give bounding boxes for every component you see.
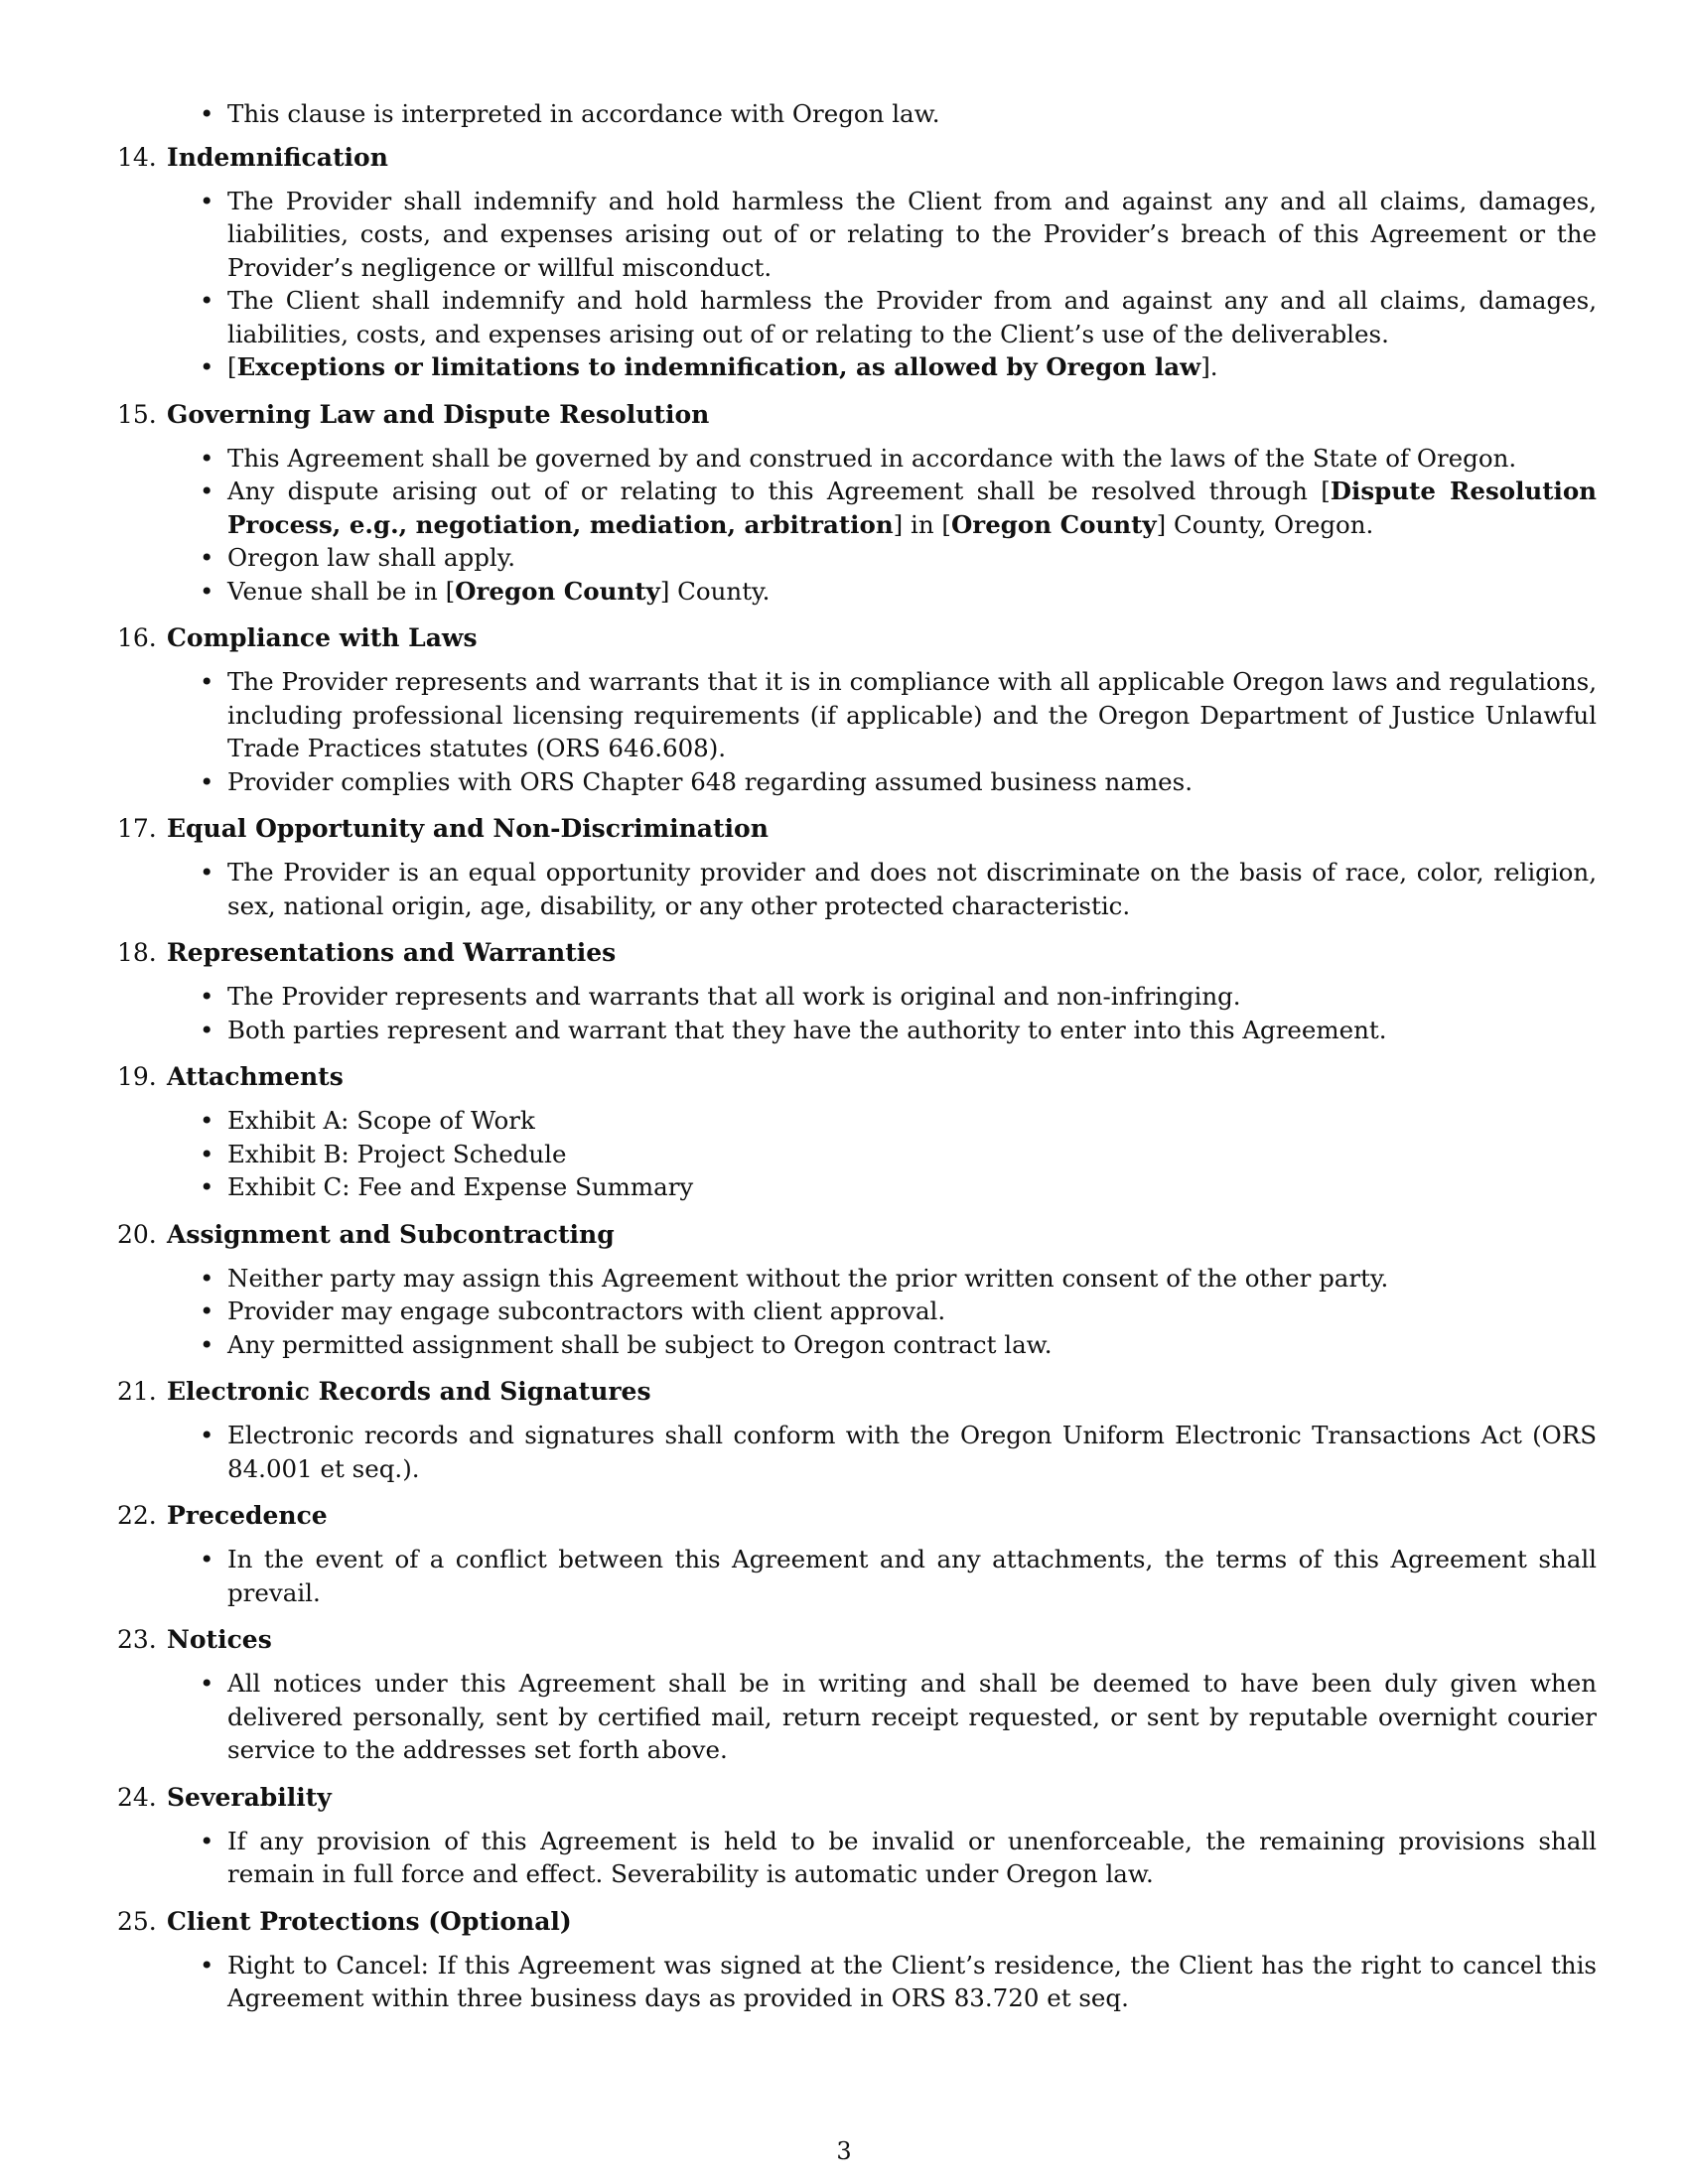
list-item bbox=[227, 575, 1597, 609]
section-heading bbox=[117, 398, 1597, 432]
list-item bbox=[227, 856, 1597, 922]
list-item bbox=[227, 1262, 1597, 1296]
bullet-text: Electronic records and signatures shall conform with the Oregon Uniform Electronic Transactions Act (ORS 84.001 et seq.). bbox=[227, 1421, 1597, 1483]
section-number: 15. bbox=[117, 399, 157, 429]
section-title: Client Protections (Optional) bbox=[167, 1906, 572, 1936]
section-number: 20. bbox=[117, 1219, 157, 1249]
placeholder-field: Oregon County bbox=[950, 509, 1157, 539]
section-heading bbox=[117, 936, 1597, 970]
bullet-text: Oregon law shall apply. bbox=[227, 543, 516, 572]
list-item bbox=[227, 350, 1597, 384]
list-item bbox=[227, 1104, 1597, 1138]
bullet-text: Provider complies with ORS Chapter 648 regarding assumed business names. bbox=[227, 766, 1194, 796]
section-heading bbox=[117, 1905, 1597, 1939]
section-number: 23. bbox=[117, 1625, 157, 1654]
section-heading bbox=[117, 1060, 1597, 1094]
section-title: Representations and Warranties bbox=[167, 938, 617, 967]
bullet-list bbox=[117, 1543, 1597, 1609]
bullet-list bbox=[117, 665, 1597, 798]
list-item bbox=[227, 475, 1597, 541]
section-list bbox=[117, 141, 1597, 2015]
section-title: Assignment and Subcontracting bbox=[167, 1219, 615, 1249]
bullet-list bbox=[117, 1825, 1597, 1891]
bullet-list bbox=[117, 1262, 1597, 1362]
section-number: 21. bbox=[117, 1377, 157, 1406]
bullet-text: ] in [ bbox=[893, 509, 951, 539]
bullet-text: ] County. bbox=[659, 576, 771, 606]
section-number: 25. bbox=[117, 1906, 157, 1936]
bullet-text: The Provider shall indemnify and hold harmless the Client from and against any and all claims, damages, liabilities, costs, and expenses arising out of or relating to the Provider’s breach of this Agreement or the Provider’s negligence or willful misconduct. bbox=[227, 186, 1597, 282]
bullet-list bbox=[117, 185, 1597, 384]
placeholder-field: Exceptions or limitations to indemnification, as allowed by Oregon law bbox=[236, 352, 1201, 381]
section-number: 19. bbox=[117, 1062, 157, 1091]
section-number: 17. bbox=[117, 814, 157, 843]
section-heading bbox=[117, 141, 1597, 175]
section-title: Precedence bbox=[167, 1501, 328, 1530]
bullet-list bbox=[117, 1419, 1597, 1485]
list-item bbox=[227, 1014, 1597, 1047]
document-body bbox=[117, 97, 1597, 2029]
list-item bbox=[227, 185, 1597, 285]
section-21 bbox=[117, 1375, 1597, 1485]
list-item bbox=[227, 1667, 1597, 1767]
list-item bbox=[227, 665, 1597, 765]
bullet-text: If any provision of this Agreement is held to be invalid or unenforceable, the remaining provisions shall remain in full force and effect. Severability is automatic under Oregon law. bbox=[227, 1826, 1597, 1888]
bullet-text: [ bbox=[227, 352, 237, 381]
list-item bbox=[227, 1419, 1597, 1485]
bullet-text: Both parties represent and warrant that they have the authority to enter into this Agreement. bbox=[227, 1015, 1387, 1044]
bullet-text: Right to Cancel: If this Agreement was signed at the Client’s residence, the Client has the right to cancel this Agreement within three business days as provided in ORS 83.720 et seq. bbox=[227, 1950, 1597, 2012]
bullet-list bbox=[117, 1104, 1597, 1204]
section-20 bbox=[117, 1218, 1597, 1362]
bullet-list bbox=[117, 1667, 1597, 1767]
list-item bbox=[227, 1328, 1597, 1362]
bullet-text: ]. bbox=[1200, 352, 1218, 381]
bullet-text: This Agreement shall be governed by and construed in accordance with the laws of the State of Oregon. bbox=[227, 443, 1517, 473]
bullet-text: The Provider is an equal opportunity provider and does not discriminate on the basis of race, color, religion, sex, national origin, age, disability, or any other protected characteristic. bbox=[227, 858, 1597, 920]
section-14 bbox=[117, 141, 1597, 384]
list-item bbox=[227, 1170, 1597, 1204]
list-item bbox=[227, 765, 1597, 799]
page-number: 3 bbox=[836, 2137, 852, 2165]
list-item bbox=[227, 284, 1597, 350]
list-item bbox=[227, 1825, 1597, 1891]
section-title: Compliance with Laws bbox=[167, 623, 478, 652]
section-number: 16. bbox=[117, 623, 157, 652]
section-25 bbox=[117, 1905, 1597, 2015]
section-heading bbox=[117, 1781, 1597, 1815]
section-title: Attachments bbox=[167, 1062, 344, 1091]
placeholder-field: Oregon County bbox=[455, 576, 660, 606]
bullet-text: ] County, Oregon. bbox=[1156, 509, 1374, 539]
list-item bbox=[227, 1949, 1597, 2015]
list-item bbox=[227, 442, 1597, 476]
list-item bbox=[227, 541, 1597, 575]
section-number: 18. bbox=[117, 938, 157, 967]
list-item: • This clause is interpreted in accordance with Oregon law. bbox=[227, 97, 1597, 131]
bullet-text: The Provider represents and warrants that all work is original and non-infringing. bbox=[227, 982, 1241, 1011]
bullet-list bbox=[117, 856, 1597, 922]
section-heading bbox=[117, 1218, 1597, 1252]
bullet-list bbox=[117, 442, 1597, 609]
placeholder-field: Dispute Resolution Process, e.g., negotiation, mediation, arbitration bbox=[227, 477, 1597, 539]
section-17 bbox=[117, 812, 1597, 922]
section-number: 22. bbox=[117, 1501, 157, 1530]
bullet-text: Provider may engage subcontractors with client approval. bbox=[227, 1297, 946, 1325]
section-heading bbox=[117, 812, 1597, 846]
section-23 bbox=[117, 1623, 1597, 1767]
section-18 bbox=[117, 936, 1597, 1046]
bullet-list bbox=[117, 980, 1597, 1046]
section-heading bbox=[117, 1499, 1597, 1533]
bullet-text: Neither party may assign this Agreement without the prior written consent of the other party. bbox=[227, 1263, 1389, 1293]
bullet-list bbox=[117, 1949, 1597, 2015]
bullet-text: All notices under this Agreement shall be in writing and shall be deemed to have been duly given when delivered personally, sent by certified mail, return receipt requested, or sent by reputable overnight courier service to the addresses set forth above. bbox=[227, 1669, 1597, 1764]
bullet-list bbox=[117, 97, 1597, 131]
section-title: Equal Opportunity and Non-Discrimination bbox=[167, 814, 769, 843]
bullet-text: Any permitted assignment shall be subject to Oregon contract law. bbox=[227, 1329, 1053, 1359]
bullet-text: The Client shall indemnify and hold harmless the Provider from and against any and all claims, damages, liabilities, costs, and expenses arising out of or relating to the Client’s use of the deliverables. bbox=[227, 286, 1597, 348]
section-22 bbox=[117, 1499, 1597, 1609]
section-19 bbox=[117, 1060, 1597, 1204]
bullet-text: Exhibit C: Fee and Expense Summary bbox=[227, 1172, 694, 1201]
bullet-text: Any dispute arising out of or relating to this Agreement shall be resolved through [ bbox=[227, 477, 1331, 505]
list-item bbox=[227, 1138, 1597, 1171]
list-item bbox=[227, 1295, 1597, 1328]
section-16 bbox=[117, 621, 1597, 798]
section-title: Electronic Records and Signatures bbox=[167, 1377, 651, 1406]
section-title: Indemnification bbox=[167, 142, 388, 172]
section-number: 14. bbox=[117, 142, 157, 172]
bullet-text: The Provider represents and warrants that it is in compliance with all applicable Oregon laws and regulations, including professional licensing requirements (if applicable) and the Oregon Department of Justice Unlawful Trade Practices statutes (ORS 646.608). bbox=[227, 667, 1597, 762]
bullet-text: In the event of a conflict between this Agreement and any attachments, the terms of this Agreement shall prevail. bbox=[227, 1545, 1597, 1607]
bullet-text: Exhibit A: Scope of Work bbox=[227, 1106, 535, 1135]
bullet-text: Venue shall be in [ bbox=[227, 576, 456, 606]
section-15 bbox=[117, 398, 1597, 609]
bullet-text: Exhibit B: Project Schedule bbox=[227, 1139, 567, 1168]
section-title: Governing Law and Dispute Resolution bbox=[167, 399, 710, 429]
section-heading bbox=[117, 621, 1597, 655]
continued-bullet-list bbox=[117, 97, 1597, 131]
section-24 bbox=[117, 1781, 1597, 1891]
list-item bbox=[227, 1543, 1597, 1609]
section-title: Notices bbox=[167, 1625, 272, 1654]
section-heading bbox=[117, 1623, 1597, 1657]
section-heading bbox=[117, 1375, 1597, 1409]
section-number: 24. bbox=[117, 1782, 157, 1812]
list-item bbox=[227, 980, 1597, 1014]
section-title: Severability bbox=[167, 1782, 332, 1812]
